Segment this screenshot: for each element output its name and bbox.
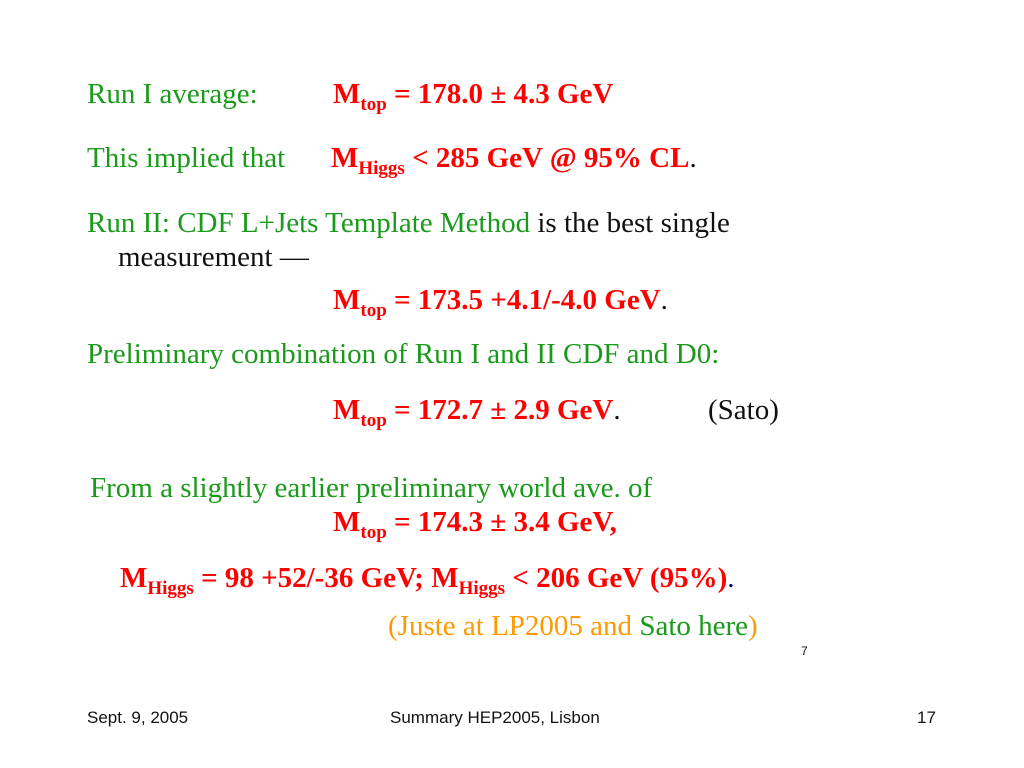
implied-label: This implied that xyxy=(87,142,286,174)
implied-mhiggs: $M_{Higgs} < 285$ GeV @ 95% CL. xyxy=(331,142,697,179)
inner-page-number: 7 xyxy=(801,644,808,658)
combination-credit: (Sato) xyxy=(708,394,779,426)
run2-line2: measurement — xyxy=(118,241,309,273)
world-text: From a slightly earlier preliminary world ave. of xyxy=(90,472,653,504)
higgs-line: $M_{Higgs} = 98 +52/-36$ GeV; $M_{Higgs} < 206$ GeV (95%). xyxy=(120,562,735,599)
implied-line xyxy=(87,142,285,175)
footer-title: Summary HEP2005, Lisbon xyxy=(390,708,600,727)
run1-label: Run I average: xyxy=(87,78,258,110)
combination-text: Preliminary combination of Run I and II CDF and D0: xyxy=(87,338,720,370)
run1-mtop: $M_{top} = 178.0 \pm 4.3$ GeV xyxy=(333,78,614,115)
combination-mtop: $M_{top} = 172.7 \pm 2.9$ GeV. xyxy=(333,394,621,431)
run2-method: Run II: CDF L+Jets Template Method xyxy=(87,207,531,239)
run2-line1: Run II: CDF L+Jets Template Method is the best single xyxy=(87,207,730,239)
credits-line: (Juste at LP2005 and Sato here) xyxy=(388,610,758,642)
run2-mtop: $M_{top} = 173.5 +4.1/-4.0$ GeV. xyxy=(333,284,668,321)
run1-line xyxy=(87,78,258,111)
footer-page-number: 17 xyxy=(917,708,936,727)
world-mtop: $M_{top} = 174.3 \pm 3.4$ GeV, xyxy=(333,506,617,543)
footer-date: Sept. 9, 2005 xyxy=(87,708,189,727)
